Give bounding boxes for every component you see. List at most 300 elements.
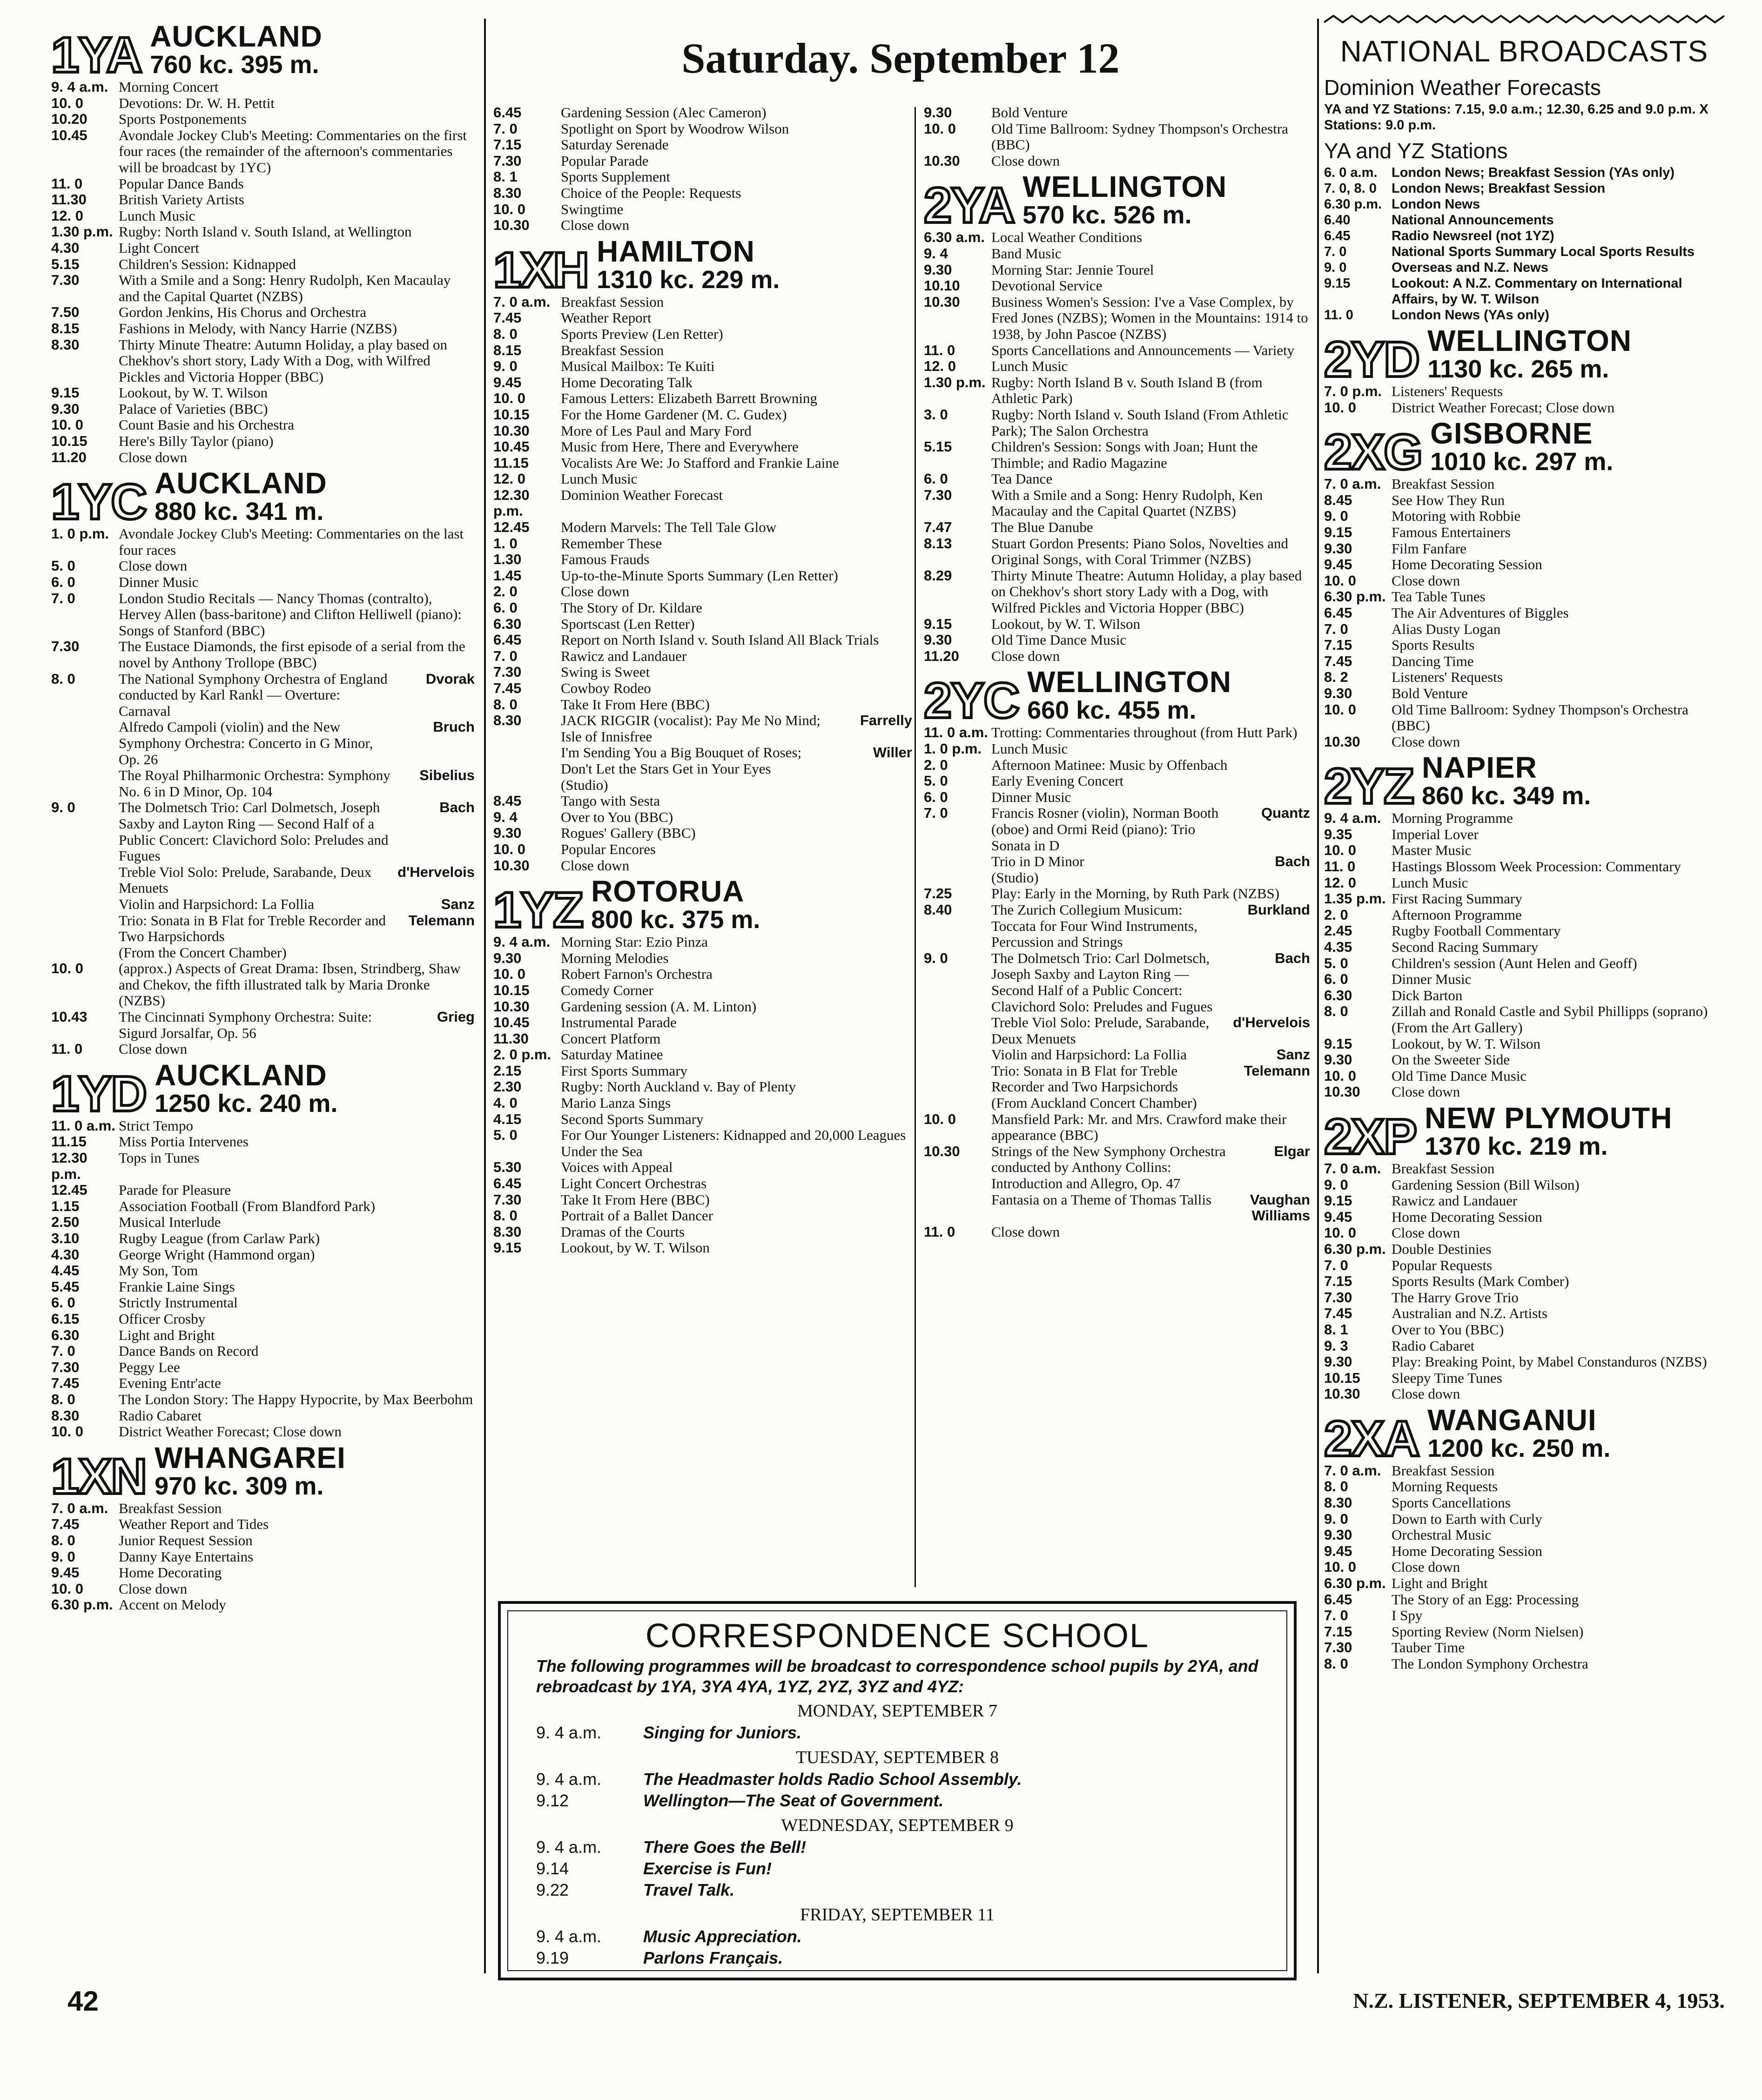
programme-title: Sporting Review (Norm Nielsen) [1392,1623,1584,1640]
programme-item [924,358,1310,375]
programme-item [493,407,912,423]
station-city: GISBORNE [1430,417,1593,451]
station-info [591,876,760,933]
programme-time: 9. 4 a.m. [493,934,551,950]
programme-title: Light Concert Orchestras [561,1175,707,1192]
programme-title: Tango with Sesta [561,793,660,809]
station-1xh [493,236,912,874]
correspondence-time: 9. 4 a.m. [536,1723,602,1742]
programme-title: Lookout, by W. T. Wilson [561,1239,710,1256]
programme-time: 10.45 [493,1014,530,1031]
programme-time: 7. 0 a.m. [1324,1160,1381,1177]
station-header [1324,324,1724,387]
programme-item [1324,810,1724,827]
programme-time: 8. 0 [51,1532,75,1548]
correspondence-time: 9. 4 a.m. [536,1927,602,1946]
programme-time: 9. 4 [924,245,948,262]
programme-title: Accent on Melody [119,1596,226,1613]
programme-composer: Vaughan Williams [1250,1191,1310,1224]
programme-time: 11. 0 [51,175,83,192]
national-item [1324,307,1724,323]
programme-item [493,1095,912,1111]
correspondence-programme: There Goes the Bell! [643,1838,807,1857]
station-2xp [1324,1103,1724,1402]
programme-title: Hastings Blossom Week Procession: Commentary [1392,858,1681,875]
programme-title: Thirty Minute Theatre: Autumn Holiday, a play based on Chekhov's short story Lady with a Dog, with Wilfred Pickles and Victoria Hopper (BBC) [991,567,1302,616]
programme-item [51,176,475,192]
station-header [51,20,475,83]
programme-time: 11.30 [51,191,87,208]
programme-title: Breakfast Session [1392,1160,1495,1177]
programme-time: 9.15 [924,615,952,632]
station-2yc [924,667,1310,1240]
programme-time: 1. 0 p.m. [924,740,982,757]
correspondence-intro: The following programmes will be broadcast to correspondence school pupils by 2YA, and rebroadcast by 1YA, 3YA 4YA, 1YZ, 2YZ, 3YZ and 4YZ: [536,1656,1258,1696]
station-header [1324,1101,1724,1164]
station-header [51,1058,475,1122]
programme-item [1324,1338,1724,1354]
programme-title: Voices with Appeal [561,1159,673,1176]
programme-title: Afternoon Programme [1392,906,1522,923]
programme-time [51,767,119,800]
programme-item [493,664,912,680]
programme-time: 7.30 [51,638,80,655]
programme-title: Rugby: North Island B v. South Island B (from Athletic Park) [991,374,1263,407]
programme-item [51,385,475,401]
programme-composer: Grieg [437,1009,475,1025]
correspondence-programme: Wellington—The Seat of Government. [643,1791,944,1810]
national-text: London News; Breakfast Session (YAs only) [1392,165,1675,180]
programme-title: Fashions in Melody, with Nancy Harrie (NZBS) [119,320,397,337]
programme-time: 7. 0 [1324,1257,1348,1273]
station-frequency: 860 kc. 349 m. [1422,782,1591,810]
programme-item [924,616,1310,633]
national-item [1324,276,1724,307]
programme-title: Trotting: Commentaries throughout (from Hutt Park) [991,724,1298,741]
programme-time: 5. 0 [51,558,75,574]
correspondence-school-box [498,1601,1297,1980]
programme-time: 6.30 a.m. [924,229,985,246]
programme-item [1324,988,1724,1004]
programme-time: 8. 0 [493,696,518,713]
national-item [1324,260,1724,276]
programme-title: Close down [119,449,188,465]
programme-item [1324,842,1724,859]
programme-item [1324,653,1724,670]
programme-item [51,192,475,208]
programme-time: 4.35 [1324,939,1352,956]
programme-item [493,471,912,487]
programme-title: Swingtime [561,201,624,217]
national-text: Lookout: A N.Z. Commentary on International Affairs, by W. T. Wilson [1392,276,1682,307]
national-broadcasts [1324,33,1724,323]
programme-item [924,902,1310,950]
programme-item [493,343,912,359]
programme-item [51,79,475,95]
programme-item [1324,541,1724,557]
programme-item [1324,1084,1724,1100]
programme-title: Take It From Here (BBC) [561,696,710,713]
programme-title: Dance Bands on Record [119,1343,259,1360]
programme-list [493,294,912,874]
programme-title: Alias Dusty Logan [1392,620,1501,637]
programme-title: Second Racing Summary [1392,939,1539,956]
programme-title: Sports Cancellations and Announcements — Variety [991,342,1295,358]
national-item [1324,196,1724,212]
programme-list [51,526,475,1057]
programme-item [51,1134,475,1150]
programme-title: Spotlight on Sport by Woodrow Wilson [561,120,789,137]
programme-time: 8.30 [51,1407,80,1424]
programme-title: London Studio Recitals — Nancy Thomas (contralto), Hervey Allen (bass-baritone) and Clifton Helliwell (piano): Songs of Stanford (BBC) [119,590,462,639]
programme-title: Rugby: North Island v. South Island (From Athletic Park); The Salon Orchestra [991,406,1289,439]
programme-time: 9.15 [1324,1192,1352,1209]
programme-time: 8.45 [1324,491,1352,508]
programme-title: Thirty Minute Theatre: Autumn Holiday, a play based on Chekhov's short story, Lady With a Dog, with Wilfred Pickles and Victoria Hopper (BBC) [119,336,447,385]
weather-text: YA and YZ Stations: 7.15, 9.0 a.m.; 12.30, 6.25 and 9.0 p.m. X Stations: 9.0 p.m. [1324,102,1708,133]
programme-title: Avondale Jockey Club's Meeting: Commentaries on the last four races [119,525,464,558]
programme-title: Officer Crosby [119,1310,206,1327]
station-info [1427,326,1632,383]
programme-title: Musical Interlude [119,1214,221,1231]
programme-time: 6.45 [493,1175,522,1192]
national-text: National Announcements [1392,213,1554,228]
programme-item [51,1549,475,1565]
programme-time: 12.30 p.m. [51,1150,87,1182]
programme-time: 8. 0 [493,1207,518,1224]
programme-time: 9.30 [1324,540,1352,557]
correspondence-time: 9.12 [536,1791,569,1810]
correspondence-day: FRIDAY, SEPTEMBER 11 [800,1905,995,1925]
programme-title: Mansfield Park: Mr. and Mrs. Crawford make their appearance (BBC) [991,1111,1287,1144]
programme-title: Close down [561,857,630,874]
programme-item [493,169,912,185]
programme-time: 5. 0 [924,773,948,789]
station-frequency: 1250 kc. 240 m. [155,1089,338,1117]
programme-time: 9. 4 [493,808,518,825]
programme-time: 9.15 [1324,524,1352,540]
programme-title: Morning Concert [119,79,219,95]
programme-item [1324,1068,1724,1084]
programme-time: 9. 0 [924,949,948,966]
programme-title: Remember These [561,535,662,552]
programme-title: Lunch Music [561,471,638,487]
programme-title: Film Fanfare [1392,540,1466,557]
programme-item [493,568,912,584]
programme-time: 2.45 [1324,922,1352,939]
programme-item [493,745,912,777]
programme-title: Sports Cancellations [1392,1494,1511,1511]
programme-time: 9. 0 [1324,1176,1348,1193]
programme-title: The Royal Philharmonic Orchestra: Symphony No. 6 in D Minor, Op. 104 [119,767,390,800]
programme-title: Second Sports Summary [561,1111,704,1127]
programme-item [924,1144,1310,1192]
national-time: 6.40 [1324,213,1351,228]
programme-item [493,1047,912,1063]
programme-time: 1.35 p.m. [1324,890,1386,907]
programme-time: 7. 0 a.m. [1324,1462,1381,1479]
programme-item [493,202,912,218]
programme-time: 9. 4 a.m. [1324,810,1381,827]
correspondence-programme: Travel Talk. [643,1880,735,1899]
programme-time: 6.30 p.m. [51,1596,113,1613]
programme-time: 8.30 [493,1223,522,1240]
programme-title: Close down [561,583,630,600]
programme-time: 8.30 [493,712,522,729]
programme-item [51,1375,475,1392]
programme-title: Robert Farnon's Orchestra [561,966,713,983]
programme-item [493,137,912,153]
programme-title: Tea Table Tunes [1392,588,1486,605]
programme-time: 1.30 p.m. [924,374,986,390]
station-2yd [1324,326,1724,416]
correspondence-programme: Singing for Juniors. [643,1723,801,1742]
programme-title: Light and Bright [1392,1575,1488,1592]
programme-time: 7. 0 [51,1343,75,1360]
programme-list [493,934,912,1256]
programme-title: Close down [119,1580,188,1597]
programme-item [51,401,475,417]
programme-item [51,558,475,574]
station-city: AUCKLAND [150,20,323,53]
programme-time: 9. 0 [51,1548,75,1565]
programme-time: 12.30 p.m. [493,486,530,519]
programme-title: The London Story: The Happy Hypocrite, by Max Beerbohm [119,1391,473,1407]
programme-time: 6. 0 [51,574,75,591]
programme-item [493,423,912,439]
programme-item [924,105,1310,121]
programme-time: 3.10 [51,1230,80,1246]
programme-time: 10.45 [51,127,87,143]
correspondence-row [536,1769,1258,1790]
programme-time: 11. 0 [51,1041,83,1057]
programme-time: 11. 0 [1324,858,1356,875]
programme-title: Children's Session: Kidnapped [119,256,296,272]
programme-item [924,294,1310,343]
national-time: 6. 0 a.m. [1324,165,1378,180]
programme-item [51,719,475,767]
programme-time: 7.30 [51,272,80,289]
programme-item [924,278,1310,294]
station-2xg [1324,418,1724,750]
programme-item [1324,1608,1724,1624]
programme-item [51,1581,475,1597]
programme-time: 9.30 [1324,685,1352,701]
programme-item [924,121,1310,153]
programme-item [1324,1322,1724,1338]
programme-time: 1. 0 [493,535,518,552]
programme-time: 1. 0 p.m. [51,525,109,542]
column-4 [1324,33,1724,1983]
programme-time: 8.45 [493,793,522,809]
programme-time: 10. 0 [1324,399,1356,416]
programme-time: 10.30 [1324,1084,1360,1100]
station-city: WANGANUI [1427,1403,1597,1437]
programme-title: Avondale Jockey Club's Meeting: Commentaries on the first four races (the remainder of the afternoon's commentaries will be broadcast by 1YC) [119,127,467,175]
programme-item [1324,637,1724,653]
programme-time: 4.30 [51,1246,80,1263]
programme-item [924,246,1310,262]
programme-composer: Sanz [1276,1046,1310,1063]
programme-item [1324,400,1724,416]
programme-time: 11.20 [924,647,959,664]
programme-item [51,1279,475,1295]
programme-time: 10. 0 [493,841,525,857]
programme-title: Old Time Ballroom: Sydney Thompson's Orchestra (BBC) [991,120,1288,153]
programme-time [924,1192,991,1224]
programme-item [51,1263,475,1279]
programme-time: 7.45 [51,1375,80,1392]
station-info [1430,418,1613,475]
programme-time: 7. 0 [1324,1607,1348,1624]
station-1xn [51,1440,475,1613]
programme-title: The Dolmetsch Trio: Carl Dolmetsch, Joseph Saxby and Layton Ring — Second Half of a Public Concert: Clavichord Solo: Preludes and Fugues [991,949,1213,1015]
programme-item [924,229,1310,246]
programme-time: 8.13 [924,535,952,552]
programme-item [493,632,912,648]
programme-title: JACK RIGGIR (vocalist): Pay Me No Mind; Isle of Innisfree [561,712,820,745]
programme-list [51,1118,475,1440]
programme-time: 11. 0 [924,1223,955,1240]
programme-time: 1.30 [493,551,522,568]
programme-time: 7.45 [493,310,522,326]
programme-item [493,1240,912,1256]
programme-title: Violin and Harpsichord: La Follia [991,1046,1187,1063]
correspondence-row [536,1926,1258,1947]
programme-title: Dinner Music [119,574,199,591]
programme-time: 7.47 [924,519,952,536]
programme-item [493,310,912,326]
programme-time [51,896,119,913]
programme-time: 2. 0 [493,583,518,600]
programme-composer: d'Hervelois [397,863,475,880]
programme-title: Light Concert [119,239,200,256]
programme-time: 8.30 [1324,1494,1352,1511]
programme-item [1324,384,1724,400]
programme-time: 10.30 [924,293,960,310]
programme-time: 9.30 [1324,1527,1352,1543]
programme-item [493,1159,912,1176]
programme-item [1324,1241,1724,1258]
programme-title: The Blue Danube [991,519,1093,536]
programme-item [51,767,475,800]
programme-item [1324,1225,1724,1241]
programme-time: 8. 0 [1324,1478,1348,1495]
programme-item [493,697,912,713]
column-rule-1 [484,19,486,1973]
programme-title: Rugby: North Island v. South Island, at Wellington [119,223,412,240]
programme-time: 10. 0 [51,1423,83,1440]
programme-item [493,793,912,809]
programme-title: Famous Letters: Elizabeth Barrett Browning [561,390,817,407]
programme-title: Imperial Lover [1392,826,1479,842]
programme-item [1324,1052,1724,1068]
station-call-sign: 1XN [51,1447,147,1504]
programme-title: Breakfast Session [1392,476,1495,492]
programme-title: Master Music [1392,842,1472,859]
programme-title: Instrumental Parade [561,1014,677,1031]
programme-title: Violin and Harpsichord: La Follia [119,895,314,912]
programme-time: 6.30 p.m. [1324,588,1386,605]
programme-time: 8. 0 [1324,1003,1348,1020]
programme-item [51,671,475,720]
programme-time: 10.30 [493,422,530,439]
programme-title: Sports Supplement [561,168,671,185]
programme-item [51,1311,475,1327]
programme-time: 7.30 [493,664,522,680]
programme-composer: Telemann [408,912,475,929]
station-call-sign: 2XP [1324,1108,1417,1164]
national-time: 9. 0 [1324,260,1347,275]
programme-list [1324,384,1724,416]
programme-title: Light and Bright [119,1326,215,1343]
programme-time: 2.15 [493,1062,522,1079]
programme-title: Children's session (Aunt Helen and Geoff) [1392,955,1637,971]
programme-time: 8. 0 [51,1391,75,1407]
programme-title: Orchestral Music [1392,1527,1492,1543]
programme-list [924,229,1310,664]
programme-time: 5. 0 [1324,955,1348,971]
programme-title: Fantasia on a Theme of Thomas Tallis [991,1191,1212,1208]
programme-time: 10.30 [1324,733,1360,750]
programme-item [51,256,475,273]
programme-title: For the Home Gardener (M. C. Gudex) [561,406,787,423]
programme-title: George Wright (Hammond organ) [119,1246,315,1263]
programme-item [493,966,912,983]
programme-time [51,913,119,945]
programme-time: 9. 3 [1324,1337,1348,1354]
programme-title: Comedy Corner [561,982,653,998]
station-city: ROTORUA [591,875,745,909]
programme-time: 7. 0 a.m. [1324,476,1381,492]
programme-time: 8. 0 [493,325,518,342]
programme-title: Close down [1392,1225,1460,1241]
programme-time: 4.30 [51,239,80,256]
programme-item [51,111,475,128]
station-header [493,875,912,938]
programme-item [51,1041,475,1057]
programme-item [51,1009,475,1041]
national-title: NATIONAL BROADCASTS [1340,34,1708,68]
programme-item [51,639,475,671]
programme-item [51,95,475,112]
station-1yz [493,876,912,1256]
programme-title: Zillah and Ronald Castle and Sybil Phillipps (soprano) (From the Art Gallery) [1392,1003,1708,1036]
programme-title: Close down [1392,1559,1460,1575]
programme-item [51,1501,475,1517]
station-call-sign: 2XA [1324,1410,1419,1467]
programme-item [493,600,912,616]
national-list [1324,165,1724,323]
station-header [1324,751,1724,814]
programme-time: 11.15 [493,454,529,471]
programme-title: Home Decorating Session [1392,1208,1542,1225]
programme-time: 8.15 [493,342,522,358]
programme-time: 10. 0 [1324,842,1356,859]
programme-time: 7.45 [493,680,522,696]
programme-title: Morning Melodies [561,949,669,966]
programme-time: 9.45 [51,1564,80,1581]
programme-title: (Studio) [561,776,608,793]
weather-title: Dominion Weather Forecasts [1324,75,1601,100]
programme-time: 10.30 [924,152,960,169]
programme-item [1324,1624,1724,1640]
programme-list [1324,1161,1724,1402]
station-info [1422,753,1591,809]
programme-time: 12.45 [493,519,530,536]
programme-item [493,858,912,874]
station-call-sign: 1YA [51,27,142,83]
